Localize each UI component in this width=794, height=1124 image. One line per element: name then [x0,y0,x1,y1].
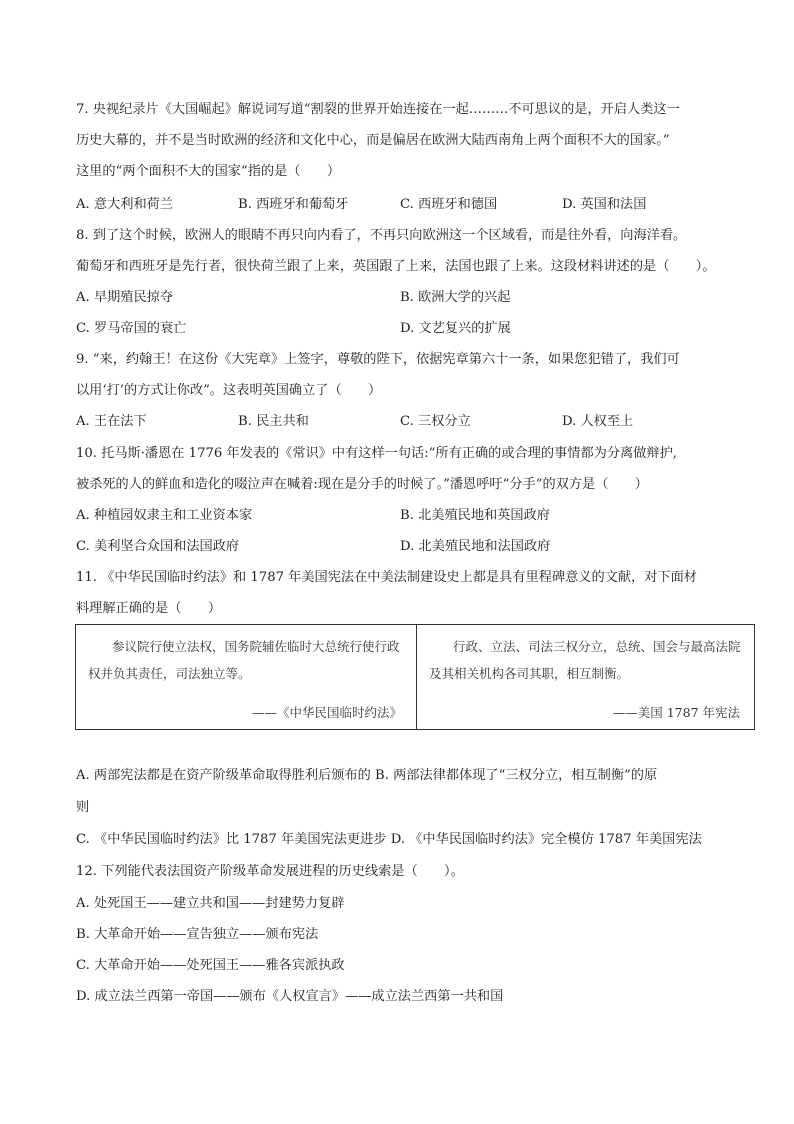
q11-material-left-text: 参议院行使立法权，国务院辅佐临时大总统行使行政权并负其责任，司法独立等。 [88,639,400,681]
q11-material-table [75,624,755,730]
q10-stem-line-2: 被杀死的人的鲜血和造化的啜泣声在喊着:现在是分手的时候了。”潘恩呼吁“分手”的双方是（ ） [76,477,648,492]
q9-option-a: A. 王在法下 [76,414,147,429]
q7-option-d: D. 英国和法国 [562,197,647,212]
q12-option-b: B. 大革命开始——宣告独立——颁布宪法 [76,927,319,942]
q12-option-a: A. 处死国王——建立共和国——封建势力复辟 [76,896,345,911]
q8-option-a: A. 早期殖民掠夺 [76,290,174,305]
q9-option-d: D. 人权至上 [562,414,634,429]
q10-option-a: A. 种植园奴隶主和工业资本家 [76,508,253,523]
q8-option-b: B. 欧洲大学的兴起 [400,290,511,305]
q7-stem-line-1: 7. 央视纪录片《大国崛起》解说词写道“割裂的世界开始连接在一起………不可思议的是，开启人类这一 [76,102,680,117]
q11-material-right-text: 行政、立法、司法三权分立，总统、国会与最高法院及其相关机构各司其职，相互制衡。 [429,639,741,681]
q11-material-left-source: ——《中华民国临时约法》 [251,705,402,720]
q7-option-c: C. 西班牙和德国 [400,197,498,212]
q7-stem-line-3: 这里的“两个面积不大的国家”指的是（ ） [76,164,341,179]
q7-stem-line-2: 历史大幕的，并不是当时欧洲的经济和文化中心，而是偏居在欧洲大陆西南角上两个面积不大的国家。” [76,133,670,148]
q9-option-c: C. 三权分立 [400,414,471,429]
q12-option-c: C. 大革命开始——处死国王——雅各宾派执政 [76,958,345,973]
q11-stem-line-1: 11. 《中华民国临时约法》和 1787 年美国宪法在中美法制建设史上都是具有里程碑意义的文献，对下面材 [76,570,697,585]
q9-stem-line-1: 9. “来，约翰王！在这份《大宪章》上签字，尊敬的陛下，依据宪章第六十一条，如果您犯错了，我们可 [76,352,680,367]
q11-options-line-2: 则 [76,800,90,815]
q9-option-b: B. 民主共和 [238,414,309,429]
q9-stem-line-2: 以用‘打’的方式让你改”。这表明英国确立了（ ） [76,383,382,398]
q8-stem-line-2: 葡萄牙和西班牙是先行者，很快荷兰跟了上来，英国跟了上来，法国也跟了上来。这段材料讲述的是（ ）。 [76,259,716,274]
q8-option-c: C. 罗马帝国的衰亡 [76,321,187,336]
q11-material-left-cell [76,625,417,730]
q11-material-right-cell [417,625,755,730]
q11-options-line-1: A. 两部宪法都是在资产阶级革命取得胜利后颁布的 B. 两部法律都体现了“三权分立，相互制衡”的原 [76,768,658,783]
q11-material-right-source: ——美国 1787 年宪法 [612,705,740,720]
q10-stem-line-1: 10. 托马斯·潘恩在 1776 年发表的《常识》中有这样一句话:“所有正确的或合理的事情都为分离做辩护, [76,446,677,461]
q7-option-b: B. 西班牙和葡萄牙 [238,197,349,212]
q12-stem: 12. 下列能代表法国资产阶级革命发展进程的历史线索是（ ）。 [76,864,464,879]
q8-option-d: D. 文艺复兴的扩展 [400,321,511,336]
q11-stem-line-2: 料理解正确的是（ ） [76,601,222,616]
q10-option-c: C. 美利坚合众国和法国政府 [76,539,240,554]
q12-option-d: D. 成立法兰西第一帝国——颁布《人权宣言》——成立法兰西第一共和国 [76,989,504,1004]
q10-option-d: D. 北美殖民地和法国政府 [400,539,551,554]
q11-options-line-3: C. 《中华民国临时约法》比 1787 年美国宪法更进步 D. 《中华民国临时约法》完全模仿 1787 年美国宪法 [76,832,702,847]
q10-option-b: B. 北美殖民地和英国政府 [400,508,550,523]
q7-option-a: A. 意大利和荷兰 [76,197,174,212]
q8-stem-line-1: 8. 到了这个时候，欧洲人的眼睛不再只向内看了，不再只向欧洲这一个区域看，而是往外看，向海洋看。 [76,228,687,243]
